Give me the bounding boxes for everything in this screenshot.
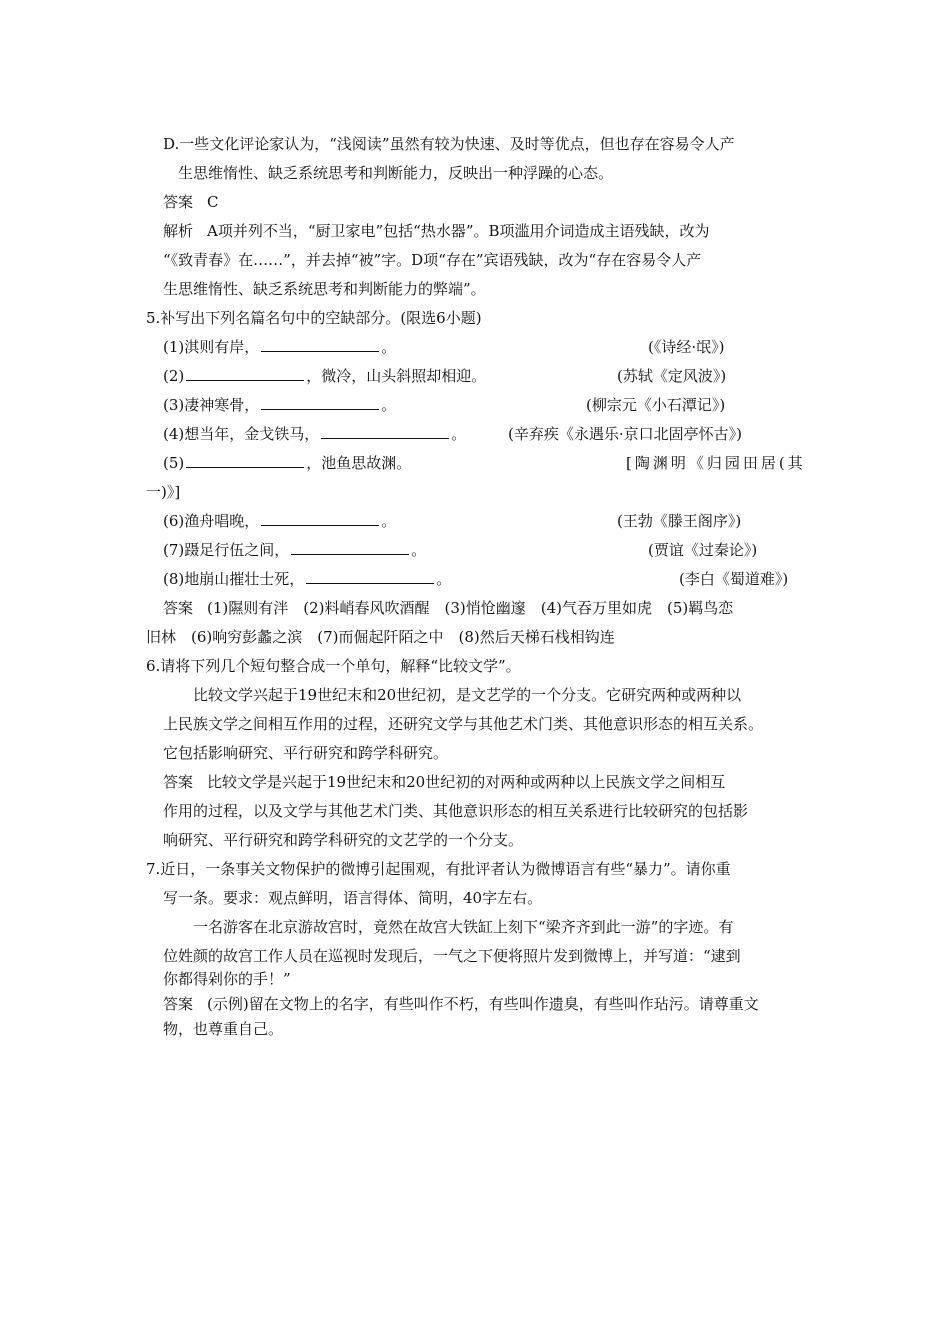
fill-blank: [306, 569, 434, 584]
q5-answer-line-2: 旧林 (6)响穷彭蠡之滨 (7)而倔起阡陌之中 (8)然后天梯石栈相钩连: [146, 628, 615, 646]
q5-item-8-source: (李白《蜀道难》): [679, 570, 789, 588]
q5-item-5-source-cont: 一)》]: [146, 483, 181, 501]
q5-item-3-source: (柳宗元《小石潭记》): [586, 396, 726, 414]
q5-item-1-source: (《诗经·氓》): [648, 338, 725, 356]
q4-answer-value: C: [207, 193, 219, 211]
q4-analysis-line-1: 解析 A项并列不当，“厨卫家电”包括“热水器”。B项滥用介词造成主语残缺，改为: [163, 222, 710, 240]
q5-item-8: (8)地崩山摧壮士死， 。: [163, 570, 452, 588]
answer-label: 答案: [163, 995, 194, 1013]
q5-item-5-source: [陶渊明《归园田居(其: [626, 454, 806, 472]
q5-item-4: (4)想当年，金戈铁马， 。: [163, 425, 467, 443]
answer-label: 答案: [163, 193, 194, 211]
q6-answer-line-3: 响研究、平行研究和跨学科研究的文艺学的一个分支。: [163, 831, 524, 849]
fill-blank: [186, 366, 304, 381]
q5-item-5: (5) ，池鱼思故渊。: [163, 454, 412, 472]
q4-analysis-line-2: “《致青春》在……”，并去掉“被”字。D项“存在”宾语残缺，改为“存在容易令人产: [163, 251, 702, 269]
q4-option-d-line-2: 生思维惰性、缺乏系统思考和判断能力，反映出一种浮躁的心态。: [178, 164, 614, 182]
q6-text-line-3: 它包括影响研究、平行研究和跨学科研究。: [163, 744, 449, 762]
q7-stem-line-1: 7.近日，一条事关文物保护的微博引起围观，有批评者认为微博语言有些“暴力”。请你重: [146, 860, 731, 878]
fill-blank: [261, 395, 379, 410]
answer-label: 答案: [163, 599, 194, 617]
q5-item-7: (7)蹑足行伍之间， 。: [163, 541, 427, 559]
q5-item-4-source: (辛弃疾《永遇乐·京口北固亭怀古》): [508, 425, 742, 443]
q5-item-3: (3)凄神寒骨， 。: [163, 396, 397, 414]
q5-stem: 5.补写出下列名篇名句中的空缺部分。(限选6小题): [146, 309, 482, 327]
q4-answer: [163, 192, 219, 212]
fill-blank: [321, 424, 449, 439]
q7-text-line-3: 你都得剁你的手！”: [163, 970, 291, 988]
q7-answer-line-2: 物，也尊重自己。: [163, 1020, 284, 1038]
answer-label: 答案: [163, 773, 194, 791]
q7-text-line-2: 位姓颜的故宫工作人员在巡视时发现后，一气之下便将照片发到微博上，并写道：“逮到: [163, 947, 741, 965]
q5-item-2: (2) ，微冷，山头斜照却相迎。: [163, 367, 487, 385]
q6-stem: 6.请将下列几个短句整合成一个单句，解释“比较文学”。: [146, 657, 521, 675]
q4-analysis-line-3: 生思维惰性、缺乏系统思考和判断能力的弊端”。: [163, 280, 486, 298]
q7-stem-line-2: 写一条。要求：观点鲜明，语言得体、简明，40字左右。: [163, 889, 543, 907]
q6-answer-line-2: 作用的过程，以及文学与其他艺术门类、其他意识形态的相互关系进行比较研究的包括影: [163, 802, 749, 820]
fill-blank: [261, 337, 379, 352]
q5-item-6-source: (王勃《滕王阁序》): [617, 512, 742, 530]
q7-text-line-1: 一名游客在北京游故宫时，竟然在故宫大铁缸上刻下“梁齐齐到此一游”的字迹。有: [193, 918, 734, 936]
q4-option-d-line-1: D.一些文化评论家认为，“浅阅读”虽然有较为快速、及时等优点，但也存在容易令人产: [163, 135, 735, 153]
q6-text-line-2: 上民族文学之间相互作用的过程，还研究文学与其他艺术门类、其他意识形态的相互关系。: [163, 715, 764, 733]
fill-blank: [291, 540, 409, 555]
q5-item-1: (1)淇则有岸， 。: [163, 338, 397, 356]
fill-blank: [186, 453, 304, 468]
q5-item-2-source: (苏轼《定风波》): [617, 367, 727, 385]
q6-answer-line-1: 答案 比较文学是兴起于19世纪末和20世纪初的对两种或两种以上民族文学之间相互: [163, 773, 726, 791]
fill-blank: [261, 511, 379, 526]
q6-text-line-1: 比较文学兴起于19世纪末和20世纪初，是文艺学的一个分支。它研究两种或两种以: [193, 686, 742, 704]
q5-answer-line-1: 答案 (1)隰则有泮 (2)料峭春风吹酒醒 (3)悄怆幽邃 (4)气吞万里如虎 (5)羁鸟恋: [163, 599, 734, 617]
q7-answer-line-1: 答案 (示例)留在文物上的名字，有些叫作不朽，有些叫作遗臭，有些叫作玷污。请尊重文: [163, 995, 759, 1013]
q5-item-6: (6)渔舟唱晚， 。: [163, 512, 397, 530]
q5-item-7-source: (贾谊《过秦论》): [648, 541, 758, 559]
analysis-label: 解析: [163, 222, 194, 240]
